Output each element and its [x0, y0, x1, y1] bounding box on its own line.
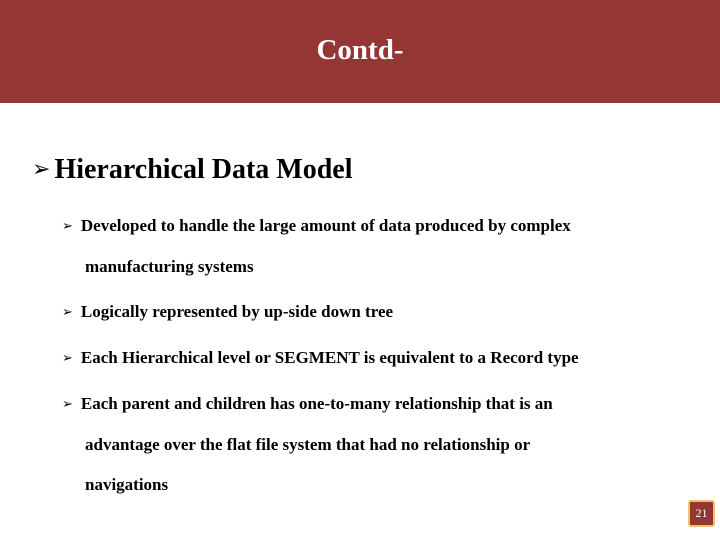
arrow-bullet-icon: ➢: [62, 351, 73, 366]
main-bullet: [32, 154, 353, 186]
arrow-bullet-icon: ➢: [62, 397, 73, 412]
sub-bullet-1: [62, 206, 571, 287]
sub-bullet-text: Logically represented by up-side down tree: [80, 302, 394, 321]
sub-bullet-3: [62, 338, 579, 379]
slide-title: Contd-: [316, 34, 404, 66]
arrow-bullet-icon: ➢: [62, 219, 73, 234]
sub-bullet-4: [62, 384, 553, 505]
sub-bullet-text: manufacturing systems: [85, 257, 254, 276]
sub-bullet-text: Each parent and children has one-to-many relationship that is an: [80, 394, 553, 413]
page-number-badge: 21: [688, 500, 715, 527]
title-bar: [0, 0, 720, 103]
arrow-bullet-icon: ➢: [62, 305, 73, 320]
main-bullet-text: Hierarchical Data Model: [54, 154, 353, 185]
arrow-bullet-icon: ➢: [32, 157, 51, 182]
sub-bullet-text: Each Hierarchical level or SEGMENT is equivalent to a Record type: [80, 348, 579, 367]
sub-bullet-text: Developed to handle the large amount of data produced by complex: [80, 216, 571, 235]
sub-bullet-text: navigations: [85, 475, 169, 494]
sub-bullet-text: advantage over the flat file system that had no relationship or: [85, 435, 531, 454]
sub-bullet-2: [62, 292, 393, 333]
